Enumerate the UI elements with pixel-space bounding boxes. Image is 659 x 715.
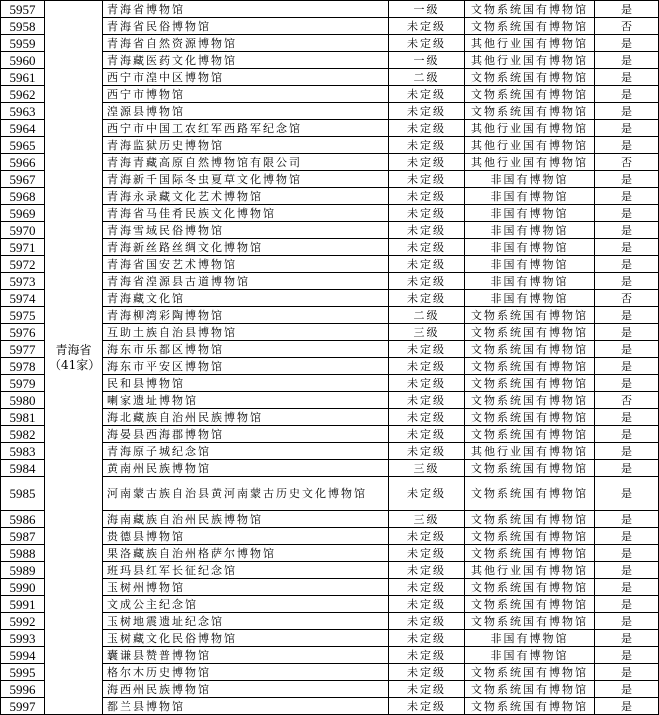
museum-type: 文物系统国有博物馆 [465, 409, 595, 426]
free-admission: 是 [595, 596, 659, 613]
museum-level: 未定级 [389, 375, 465, 392]
museum-level: 未定级 [389, 664, 465, 681]
museum-level: 三级 [389, 460, 465, 477]
museum-level: 未定级 [389, 477, 465, 511]
row-number: 5992 [1, 613, 45, 630]
museum-type: 文物系统国有博物馆 [465, 1, 595, 18]
row-number: 5997 [1, 698, 45, 715]
museum-level: 三级 [389, 324, 465, 341]
free-admission: 是 [595, 256, 659, 273]
free-admission: 是 [595, 103, 659, 120]
museum-name: 青海柳湾彩陶博物馆 [103, 307, 389, 324]
museum-name: 果洛藏族自治州格萨尔博物馆 [103, 545, 389, 562]
museum-type: 文物系统国有博物馆 [465, 545, 595, 562]
museum-type: 文物系统国有博物馆 [465, 86, 595, 103]
free-admission: 是 [595, 562, 659, 579]
museum-type: 非国有博物馆 [465, 256, 595, 273]
museum-level: 未定级 [389, 579, 465, 596]
museum-name: 海北藏族自治州民族博物馆 [103, 409, 389, 426]
row-number: 5986 [1, 511, 45, 528]
free-admission: 否 [595, 154, 659, 171]
museum-name: 玉树藏文化民俗博物馆 [103, 630, 389, 647]
museum-level: 三级 [389, 511, 465, 528]
museum-type: 非国有博物馆 [465, 188, 595, 205]
museum-level: 未定级 [389, 613, 465, 630]
row-number: 5965 [1, 137, 45, 154]
museum-name: 青海省马佳肴民族文化博物馆 [103, 205, 389, 222]
museum-type: 其他行业国有博物馆 [465, 562, 595, 579]
museum-type: 文物系统国有博物馆 [465, 341, 595, 358]
museum-name: 西宁市中国工农红军西路军纪念馆 [103, 120, 389, 137]
museum-name: 黄南州民族博物馆 [103, 460, 389, 477]
row-number: 5984 [1, 460, 45, 477]
museum-level: 未定级 [389, 137, 465, 154]
museum-type: 文物系统国有博物馆 [465, 528, 595, 545]
museum-name: 青海永录藏文化艺术博物馆 [103, 188, 389, 205]
free-admission: 是 [595, 137, 659, 154]
museum-type: 文物系统国有博物馆 [465, 358, 595, 375]
museum-level: 未定级 [389, 528, 465, 545]
museum-name: 海东市平安区博物馆 [103, 358, 389, 375]
museum-level: 未定级 [389, 681, 465, 698]
museum-name: 青海省国安艺术博物馆 [103, 256, 389, 273]
museum-level: 未定级 [389, 103, 465, 120]
museum-level: 一级 [389, 1, 465, 18]
museum-type: 其他行业国有博物馆 [465, 154, 595, 171]
row-number: 5970 [1, 222, 45, 239]
row-number: 5973 [1, 273, 45, 290]
row-number: 5975 [1, 307, 45, 324]
museum-level: 未定级 [389, 426, 465, 443]
museum-name: 青海原子城纪念馆 [103, 443, 389, 460]
museum-type: 非国有博物馆 [465, 630, 595, 647]
row-number: 5987 [1, 528, 45, 545]
museum-level: 未定级 [389, 562, 465, 579]
free-admission: 是 [595, 222, 659, 239]
museum-name: 青海监狱历史博物馆 [103, 137, 389, 154]
row-number: 5978 [1, 358, 45, 375]
row-number: 5982 [1, 426, 45, 443]
row-number: 5985 [1, 477, 45, 511]
free-admission: 是 [595, 647, 659, 664]
museum-level: 未定级 [389, 392, 465, 409]
free-admission: 是 [595, 358, 659, 375]
row-number: 5972 [1, 256, 45, 273]
row-number: 5968 [1, 188, 45, 205]
museum-name: 贵德县博物馆 [103, 528, 389, 545]
museum-type: 文物系统国有博物馆 [465, 426, 595, 443]
row-number: 5993 [1, 630, 45, 647]
row-number: 5958 [1, 18, 45, 35]
museum-level: 未定级 [389, 205, 465, 222]
free-admission: 是 [595, 698, 659, 715]
free-admission: 是 [595, 1, 659, 18]
row-number: 5979 [1, 375, 45, 392]
museum-name: 湟源县博物馆 [103, 103, 389, 120]
free-admission: 是 [595, 426, 659, 443]
row-number: 5990 [1, 579, 45, 596]
museum-level: 二级 [389, 69, 465, 86]
museum-level: 未定级 [389, 290, 465, 307]
row-number: 5994 [1, 647, 45, 664]
free-admission: 是 [595, 630, 659, 647]
museum-type: 其他行业国有博物馆 [465, 120, 595, 137]
museum-type: 文物系统国有博物馆 [465, 307, 595, 324]
museum-level: 未定级 [389, 239, 465, 256]
row-number: 5991 [1, 596, 45, 613]
museum-name: 河南蒙古族自治县黄河南蒙古历史文化博物馆 [103, 477, 389, 511]
museum-level: 二级 [389, 307, 465, 324]
museum-name: 海南藏族自治州民族博物馆 [103, 511, 389, 528]
museum-name: 西宁市博物馆 [103, 86, 389, 103]
museum-level: 未定级 [389, 171, 465, 188]
museum-type: 文物系统国有博物馆 [465, 698, 595, 715]
free-admission: 是 [595, 613, 659, 630]
museum-type: 非国有博物馆 [465, 273, 595, 290]
museum-level: 未定级 [389, 18, 465, 35]
free-admission: 是 [595, 86, 659, 103]
row-number: 5996 [1, 681, 45, 698]
row-number: 5966 [1, 154, 45, 171]
row-number: 5971 [1, 239, 45, 256]
museum-type: 其他行业国有博物馆 [465, 443, 595, 460]
free-admission: 是 [595, 239, 659, 256]
museum-type: 文物系统国有博物馆 [465, 511, 595, 528]
museum-name: 青海藏文化馆 [103, 290, 389, 307]
row-number: 5961 [1, 69, 45, 86]
museum-name: 青海雪域民俗博物馆 [103, 222, 389, 239]
table-row [1, 1, 659, 18]
row-number: 5959 [1, 35, 45, 52]
row-number: 5974 [1, 290, 45, 307]
free-admission: 是 [595, 511, 659, 528]
museum-level: 未定级 [389, 647, 465, 664]
free-admission: 是 [595, 460, 659, 477]
row-number: 5989 [1, 562, 45, 579]
museum-level: 未定级 [389, 222, 465, 239]
museum-name: 民和县博物馆 [103, 375, 389, 392]
museum-level: 未定级 [389, 188, 465, 205]
free-admission: 否 [595, 290, 659, 307]
free-admission: 是 [595, 477, 659, 511]
free-admission: 是 [595, 681, 659, 698]
museum-name: 海东市乐都区博物馆 [103, 341, 389, 358]
museum-type: 非国有博物馆 [465, 222, 595, 239]
free-admission: 是 [595, 545, 659, 562]
free-admission: 是 [595, 35, 659, 52]
museum-name: 青海省自然资源博物馆 [103, 35, 389, 52]
row-number: 5983 [1, 443, 45, 460]
museum-name: 班玛县红军长征纪念馆 [103, 562, 389, 579]
free-admission: 否 [595, 392, 659, 409]
museum-type: 文物系统国有博物馆 [465, 664, 595, 681]
museum-level: 未定级 [389, 35, 465, 52]
row-number: 5962 [1, 86, 45, 103]
free-admission: 是 [595, 443, 659, 460]
museum-name: 都兰县博物馆 [103, 698, 389, 715]
museum-name: 西宁市湟中区博物馆 [103, 69, 389, 86]
museum-level: 未定级 [389, 545, 465, 562]
museum-name: 喇家遗址博物馆 [103, 392, 389, 409]
museum-type: 文物系统国有博物馆 [465, 613, 595, 630]
museum-type: 文物系统国有博物馆 [465, 103, 595, 120]
museum-level: 未定级 [389, 409, 465, 426]
museum-type: 文物系统国有博物馆 [465, 579, 595, 596]
museum-name: 青海藏医药文化博物馆 [103, 52, 389, 69]
free-admission: 是 [595, 664, 659, 681]
free-admission: 是 [595, 528, 659, 545]
museum-type: 非国有博物馆 [465, 205, 595, 222]
museum-type: 文物系统国有博物馆 [465, 460, 595, 477]
free-admission: 是 [595, 579, 659, 596]
museum-level: 未定级 [389, 120, 465, 137]
museum-type: 文物系统国有博物馆 [465, 18, 595, 35]
museum-level: 未定级 [389, 273, 465, 290]
free-admission: 是 [595, 341, 659, 358]
museum-name: 青海新千国际冬虫夏草文化博物馆 [103, 171, 389, 188]
museum-level: 一级 [389, 52, 465, 69]
free-admission: 否 [595, 18, 659, 35]
museum-name: 青海省博物馆 [103, 1, 389, 18]
free-admission: 是 [595, 409, 659, 426]
museum-name: 互助土族自治县博物馆 [103, 324, 389, 341]
row-number: 5964 [1, 120, 45, 137]
museum-type: 非国有博物馆 [465, 239, 595, 256]
row-number: 5980 [1, 392, 45, 409]
museum-type: 非国有博物馆 [465, 647, 595, 664]
museum-type: 文物系统国有博物馆 [465, 69, 595, 86]
museum-level: 未定级 [389, 86, 465, 103]
museum-type: 非国有博物馆 [465, 171, 595, 188]
free-admission: 是 [595, 69, 659, 86]
row-number: 5957 [1, 1, 45, 18]
museum-level: 未定级 [389, 358, 465, 375]
museum-name: 青海省湟源县古道博物馆 [103, 273, 389, 290]
museum-type: 其他行业国有博物馆 [465, 52, 595, 69]
row-number: 5988 [1, 545, 45, 562]
museum-type: 非国有博物馆 [465, 290, 595, 307]
museum-name: 格尔木历史博物馆 [103, 664, 389, 681]
row-number: 5963 [1, 103, 45, 120]
free-admission: 是 [595, 205, 659, 222]
museum-name: 青海省民俗博物馆 [103, 18, 389, 35]
museum-type: 文物系统国有博物馆 [465, 681, 595, 698]
museum-type: 其他行业国有博物馆 [465, 137, 595, 154]
museum-table-body [1, 1, 659, 715]
museum-name: 囊谦县赞普博物馆 [103, 647, 389, 664]
museum-name: 海晏县西海郡博物馆 [103, 426, 389, 443]
free-admission: 是 [595, 375, 659, 392]
museum-level: 未定级 [389, 256, 465, 273]
museum-level: 未定级 [389, 341, 465, 358]
museum-type: 文物系统国有博物馆 [465, 477, 595, 511]
museum-level: 未定级 [389, 630, 465, 647]
museum-type: 文物系统国有博物馆 [465, 375, 595, 392]
museum-type: 文物系统国有博物馆 [465, 324, 595, 341]
row-number: 5969 [1, 205, 45, 222]
museum-level: 未定级 [389, 443, 465, 460]
row-number: 5967 [1, 171, 45, 188]
row-number: 5977 [1, 341, 45, 358]
free-admission: 是 [595, 324, 659, 341]
row-number: 5960 [1, 52, 45, 69]
free-admission: 是 [595, 273, 659, 290]
province-cell: 青海省（41家） [45, 1, 103, 715]
museum-name: 青海新丝路丝绸文化博物馆 [103, 239, 389, 256]
museum-name: 青海青藏高原自然博物馆有限公司 [103, 154, 389, 171]
free-admission: 是 [595, 188, 659, 205]
museum-level: 未定级 [389, 154, 465, 171]
museum-type: 文物系统国有博物馆 [465, 392, 595, 409]
row-number: 5995 [1, 664, 45, 681]
row-number: 5976 [1, 324, 45, 341]
museum-level: 未定级 [389, 596, 465, 613]
museum-type: 其他行业国有博物馆 [465, 35, 595, 52]
museum-type: 文物系统国有博物馆 [465, 596, 595, 613]
museum-name: 玉树地震遗址纪念馆 [103, 613, 389, 630]
museum-level: 未定级 [389, 698, 465, 715]
museum-name: 文成公主纪念馆 [103, 596, 389, 613]
free-admission: 是 [595, 52, 659, 69]
free-admission: 是 [595, 120, 659, 137]
free-admission: 是 [595, 307, 659, 324]
free-admission: 是 [595, 171, 659, 188]
museum-name: 玉树州博物馆 [103, 579, 389, 596]
row-number: 5981 [1, 409, 45, 426]
museum-name: 海西州民族博物馆 [103, 681, 389, 698]
